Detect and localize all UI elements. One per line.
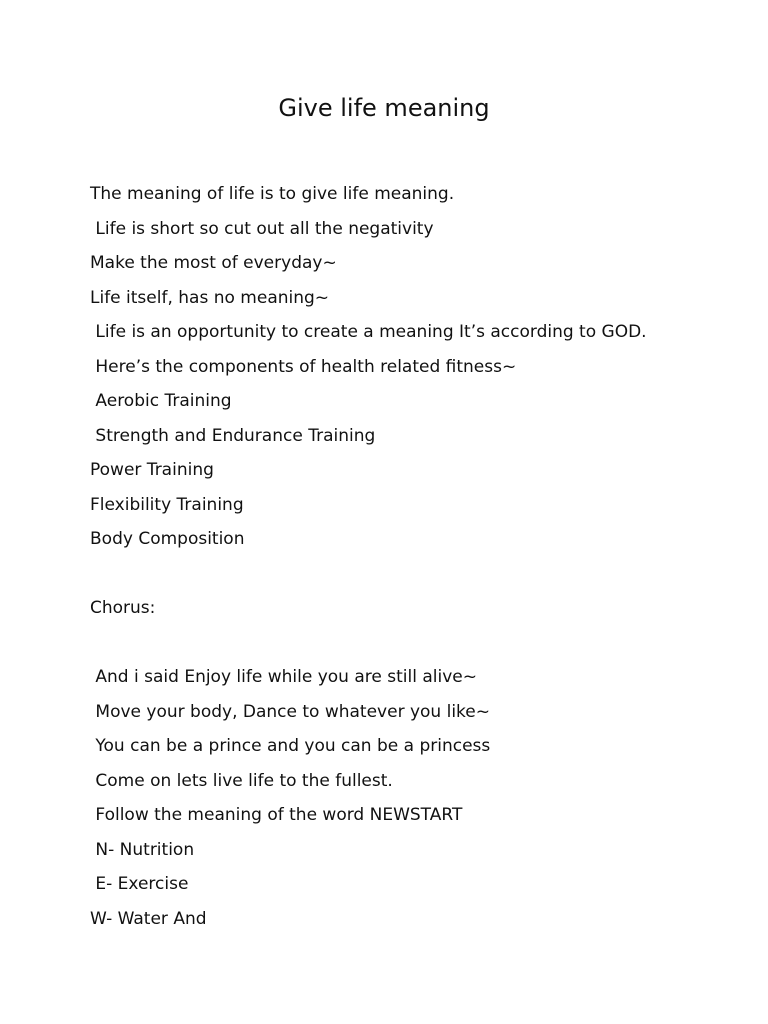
blank-line: [90, 557, 730, 592]
text-line: E- Exercise: [90, 874, 189, 894]
text-line: Life is short so cut out all the negativity: [90, 218, 434, 239]
text-line: Life is an opportunity to create a meaning It’s according to GOD.: [90, 322, 647, 342]
chorus-heading: Chorus:: [90, 598, 156, 618]
document-title: Give life meaning: [278, 94, 490, 122]
blank-line: [90, 626, 730, 661]
text-line: Make the most of everyday~: [90, 253, 337, 273]
text-line: Body Composition: [90, 529, 245, 549]
text-line: Come on lets live life to the fullest.: [90, 770, 393, 791]
text-line: N- Nutrition: [90, 839, 195, 860]
text-line: Move your body, Dance to whatever you like~: [90, 701, 490, 722]
text-line: Flexibility Training: [90, 494, 244, 515]
text-line: W- Water And: [90, 908, 207, 929]
text-line: Power Training: [90, 460, 214, 480]
text-line: Follow the meaning of the word NEWSTART: [90, 805, 463, 825]
text-line: Here’s the components of health related fitness~: [90, 356, 517, 377]
text-line: The meaning of life is to give life meaning.: [90, 184, 455, 204]
text-line: Strength and Endurance Training: [90, 425, 376, 446]
text-line: Aerobic Training: [90, 391, 232, 411]
text-line: And i said Enjoy life while you are still alive~: [90, 667, 477, 687]
text-line: You can be a prince and you can be a princess: [90, 736, 491, 756]
document-body: [90, 177, 730, 936]
text-line: Life itself, has no meaning~: [90, 287, 330, 308]
